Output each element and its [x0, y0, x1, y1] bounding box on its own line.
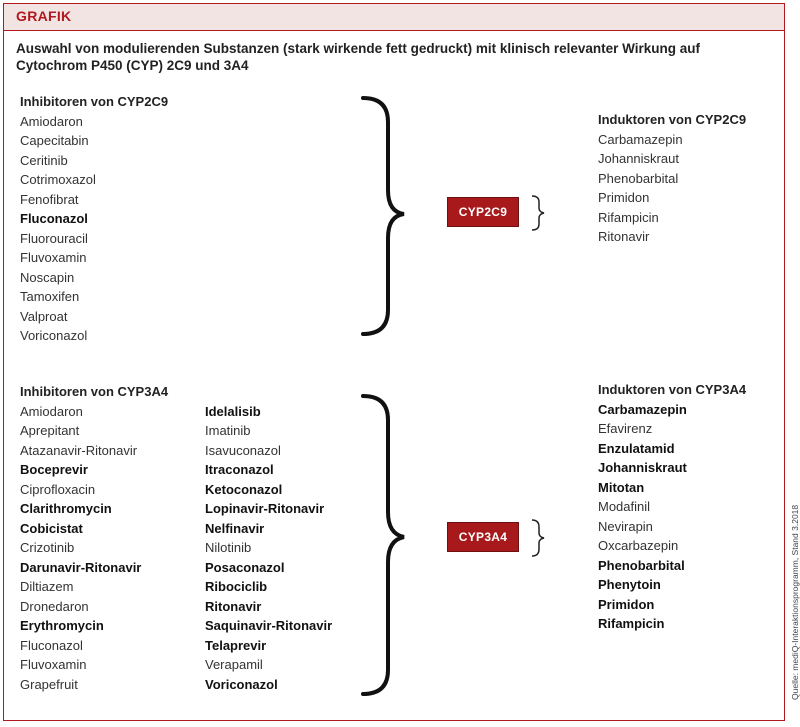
cyp2c9-inducers-brace: [532, 196, 544, 230]
cyp3a4-inducer-item: Nevirapin: [598, 518, 653, 534]
cyp3a4-inhibitor-item: Erythromycin: [20, 618, 104, 633]
cyp3a4-inhibitor-item: Isavuconazol: [205, 442, 281, 458]
cyp3a4-inducer-item: Rifampicin: [598, 616, 665, 631]
cyp3a4-inducer-item: Johanniskraut: [598, 460, 687, 475]
cyp3a4-inhibitor-item: Clarithromycin: [20, 501, 112, 516]
cyp3a4-inhibitor-item: Posaconazol: [205, 559, 285, 575]
cyp3a4-inducer-item: Mitotan: [598, 479, 645, 495]
cyp3a4-inhibitor-item: Amiodaron: [20, 403, 83, 419]
cyp3a4-inducer-item: Carbamazepin: [598, 401, 687, 417]
cyp3a4-inhibitor-item: Atazanavir-Ritonavir: [20, 442, 138, 458]
cyp3a4-inhibitor-item: Nilotinib: [205, 540, 252, 555]
cyp2c9-inhibitor-item: Cotrimoxazol: [20, 172, 96, 187]
cyp3a4-inhibitor-item: Diltiazem: [20, 579, 74, 594]
cyp3a4-label: CYP3A4: [458, 530, 508, 544]
cyp3a4-inhibitor-item: Fluconazol: [20, 637, 83, 653]
cyp2c9-inducer-item: Carbamazepin: [598, 131, 683, 147]
cyp3a4-inhibitor-item: Saquinavir-Ritonavir: [205, 618, 333, 633]
cyp2c9-inhibitor-item: Fenofibrat: [20, 191, 79, 207]
cyp2c9-label: CYP2C9: [458, 205, 508, 219]
cyp2c9-inducer-item: Primidon: [598, 190, 650, 205]
cyp2c9-inhibitor-item: Fluorouracil: [20, 230, 88, 246]
cyp3a4-inhibitor-item: Ciprofloxacin: [20, 481, 96, 497]
cyp2c9-inhibitors-title: Inhibitoren von CYP2C9: [20, 94, 169, 109]
source-note: Quelle: mediQ-Interaktionsprogramm, Stand 3.2018: [790, 504, 800, 700]
cyp2c9-inducer-item: Phenobarbital: [598, 170, 679, 186]
cyp3a4-inhibitor-item: Itraconazol: [205, 462, 274, 477]
cyp3a4-inhibitor-item: Nelfinavir: [205, 520, 265, 536]
header-label: GRAFIK: [16, 8, 72, 24]
cyp3a4-inducer-item: Modafinil: [598, 499, 651, 514]
cyp3a4-inhibitor-item: Aprepitant: [20, 423, 80, 438]
cyp3a4-inhibitor-item: Crizotinib: [20, 540, 75, 555]
cyp2c9-inducer-item: Ritonavir: [598, 229, 650, 244]
cyp2c9-inhibitor-item: Noscapin: [20, 269, 75, 285]
cyp3a4-inducers-title: Induktoren von CYP3A4: [598, 382, 747, 397]
cyp2c9-inhibitor-item: Tamoxifen: [20, 289, 80, 304]
cyp2c9-inhibitor-item: Capecitabin: [20, 133, 89, 148]
cyp2c9-inhibitor-item: Amiodaron: [20, 113, 83, 129]
cyp3a4-inducer-item: Enzulatamid: [598, 440, 675, 456]
cyp3a4-inducer-item: Efavirenz: [598, 421, 653, 436]
cyp3a4-inhibitor-item: Boceprevir: [20, 462, 88, 477]
cyp3a4-inhibitor-item: Ritonavir: [205, 598, 262, 614]
cyp3a4-inhibitor-item: Dronedaron: [20, 598, 89, 614]
cyp3a4-inhibitor-item: Grapefruit: [20, 676, 78, 692]
cyp3a4-inducers-brace: [532, 520, 544, 556]
cyp3a4-inhibitor-item: Idelalisib: [205, 403, 261, 419]
cyp3a4-inhibitor-item: Ketoconazol: [205, 481, 283, 497]
cyp3a4-inhibitor-item: Verapamil: [205, 657, 263, 672]
cyp3a4-inducer-item: Primidon: [598, 596, 655, 612]
cyp3a4-inhibitor-item: Fluvoxamin: [20, 657, 87, 672]
cyp2c9-inducers-title: Induktoren von CYP2C9: [598, 112, 747, 127]
cyp2c9-inhibitor-item: Ceritinib: [20, 152, 68, 168]
figure-subtitle: Auswahl von modulierenden Substanzen (stark wirkende fett gedruckt) mit klinisch relevanter Wirkung auf Cytochrom P450 (CYP) 2C9 und 3A4: [16, 41, 701, 73]
cyp3a4-inhibitor-item: Telaprevir: [205, 637, 267, 653]
cyp2c9-inducer-item: Johanniskraut: [598, 151, 679, 166]
cyp2c9-inhibitors-brace: [363, 98, 404, 334]
cyp3a4-inhibitor-item: Lopinavir-Ritonavir: [205, 501, 325, 516]
cyp3a4-inhibitor-item: Voriconazol: [205, 676, 278, 692]
cyp3a4-inducer-item: Phenobarbital: [598, 557, 685, 573]
cyp3a4-inhibitor-item: Imatinib: [205, 423, 251, 438]
cyp3a4-inducer-item: Phenytoin: [598, 577, 661, 592]
cyp3a4-inhibitors-title: Inhibitoren von CYP3A4: [20, 384, 169, 399]
cyp3a4-inhibitors-brace: [363, 396, 404, 694]
cyp3a4-inhibitor-item: Ribociclib: [205, 579, 268, 594]
cyp3a4-inhibitor-item: Darunavir-Ritonavir: [20, 559, 142, 575]
cyp2c9-inducer-item: Rifampicin: [598, 209, 659, 225]
cyp3a4-inhibitor-item: Cobicistat: [20, 520, 83, 536]
cyp2c9-inhibitor-item: Fluconazol: [20, 211, 88, 226]
cyp2c9-inhibitor-item: Voriconazol: [20, 328, 88, 343]
cyp2c9-inhibitor-item: Fluvoxamin: [20, 250, 87, 265]
cyp3a4-inducer-item: Oxcarbazepin: [598, 538, 679, 553]
cyp2c9-inhibitor-item: Valproat: [20, 308, 68, 324]
